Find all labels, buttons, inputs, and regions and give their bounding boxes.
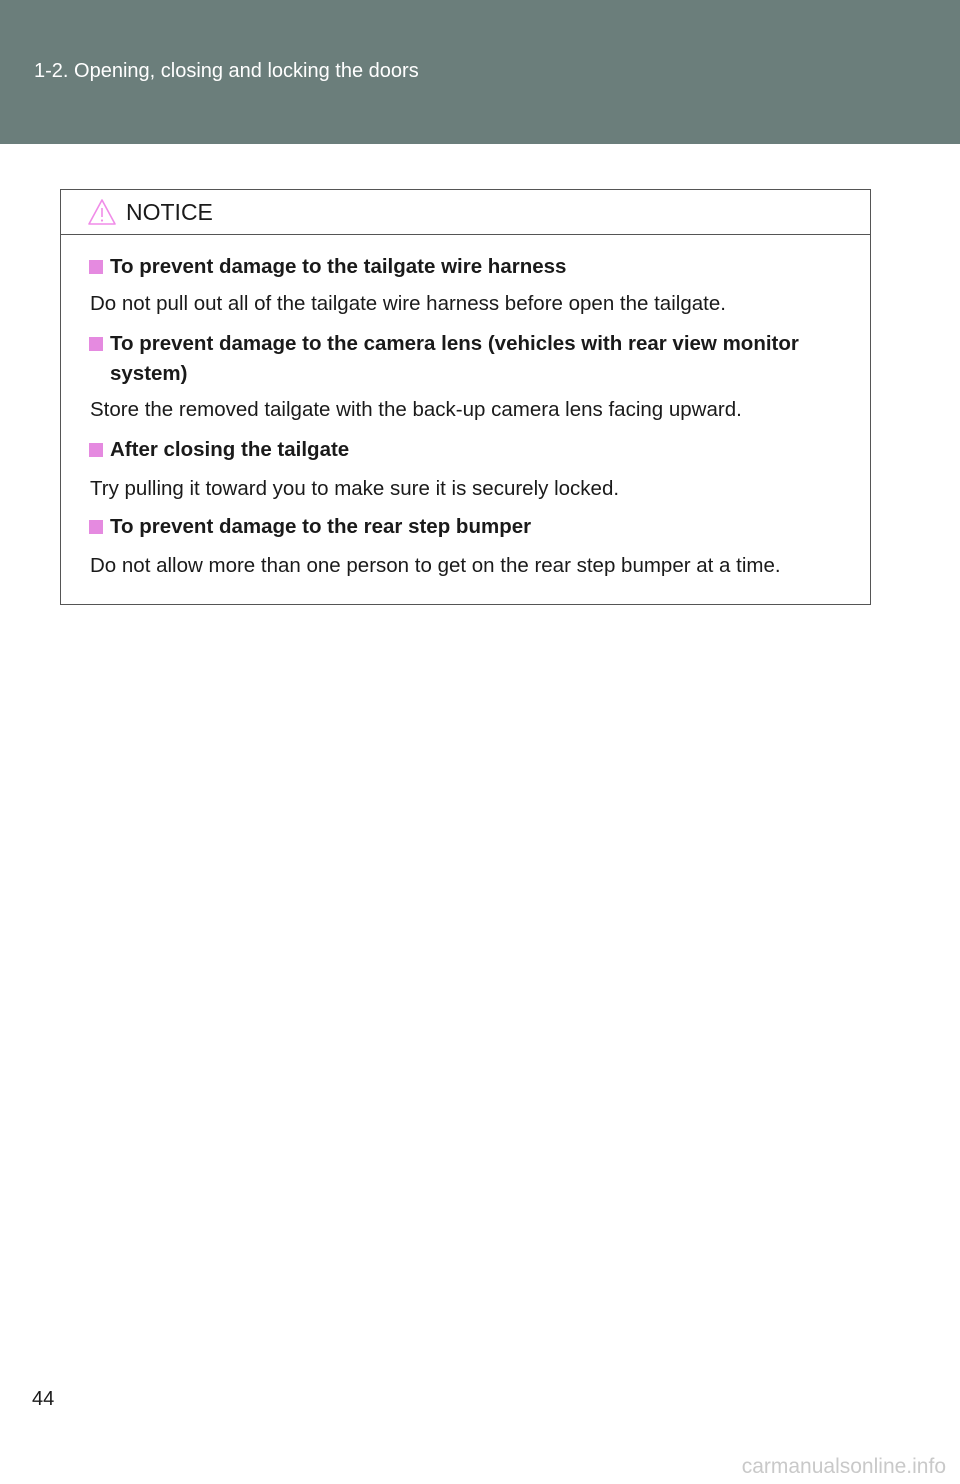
item-title: After closing the tailgate	[89, 435, 865, 465]
watermark: carmanualsonline.info	[741, 1455, 946, 1478]
item-title: To prevent damage to the rear step bumper	[89, 512, 865, 542]
square-bullet-icon	[89, 443, 103, 457]
item-body: Store the removed tailgate with the back-up camera lens facing upward.	[90, 398, 742, 421]
square-bullet-icon	[89, 260, 103, 274]
square-bullet-icon	[89, 337, 103, 351]
section-title: 1-2. Opening, closing and locking the doors	[34, 60, 419, 82]
notice-box	[60, 189, 871, 605]
item-body: Do not allow more than one person to get on the rear step bumper at a time.	[90, 554, 781, 577]
warning-triangle-icon	[87, 198, 117, 226]
notice-header	[61, 190, 870, 235]
square-bullet-icon	[89, 520, 103, 534]
item-title: To prevent damage to the tailgate wire harness	[89, 252, 865, 282]
page-number: 44	[32, 1388, 55, 1410]
item-body: Try pulling it toward you to make sure it is securely locked.	[90, 477, 620, 500]
item-title: To prevent damage to the camera lens (vehicles with rear view monitor system)	[89, 329, 865, 389]
item-body: Do not pull out all of the tailgate wire harness before open the tailgate.	[90, 292, 726, 315]
notice-label: NOTICE	[126, 199, 213, 225]
